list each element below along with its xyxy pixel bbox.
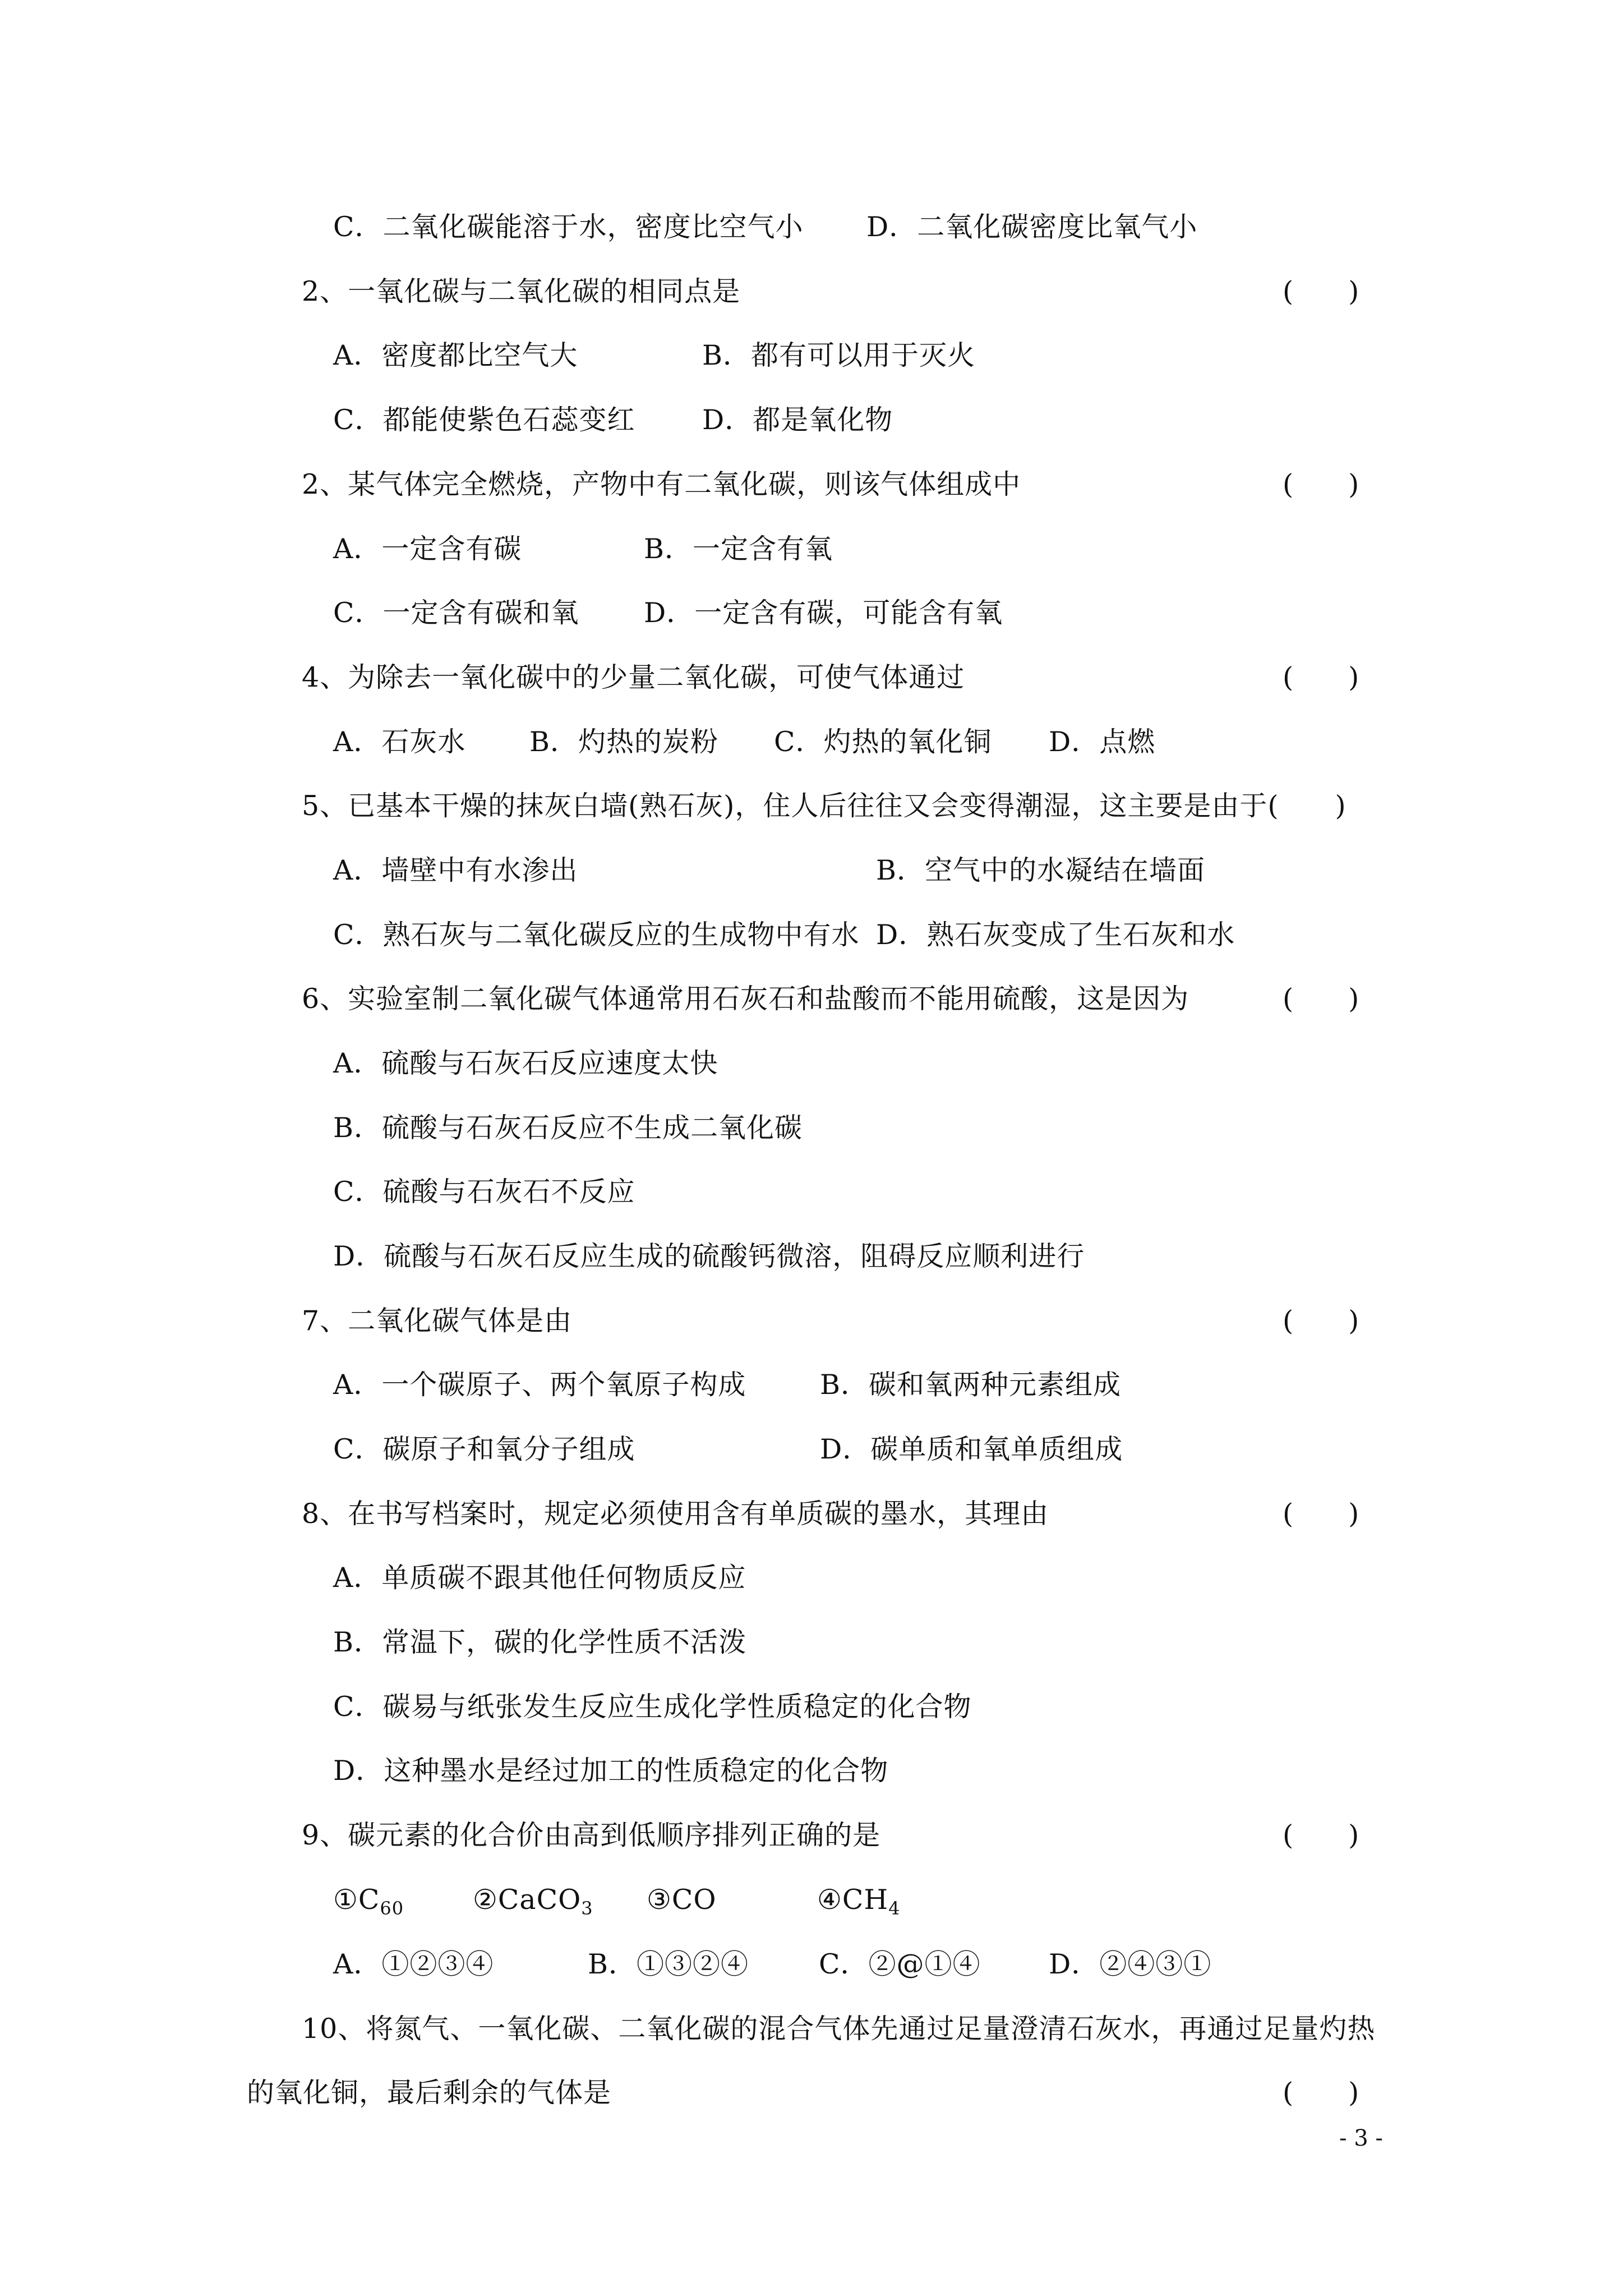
q8-option-b: B．常温下，碳的化学性质不活泼	[333, 1626, 747, 1658]
q9-option-d: D．②④③①	[1049, 1948, 1212, 1980]
q2b-option-c: C．一定含有碳和氧	[333, 597, 579, 629]
q6-option-c: C．硫酸与石灰石不反应	[333, 1176, 635, 1208]
q9-item-3: ③CO	[647, 1884, 717, 1916]
q2b-option-a: A．一定含有碳	[333, 533, 522, 565]
q4-option-c: C．灼热的氧化铜	[774, 726, 992, 758]
q4-option-b: B．灼热的炭粉	[529, 726, 719, 758]
q4-option-d: D．点燃	[1049, 726, 1156, 758]
question-9-stem: 9、碳元素的化合价由高到低顺序排列正确的是	[302, 1819, 881, 1851]
q9-option-c: C．②@①④	[819, 1948, 981, 1980]
question-10-stem-line-2: 的氧化铜，最后剩余的气体是	[247, 2077, 612, 2109]
q9-item-4-label: ④CH	[817, 1884, 889, 1916]
q9-item-2	[473, 1883, 593, 1925]
q2a-option-a: A．密度都比空气大	[333, 339, 578, 371]
question-8-answer-blank: ( )	[1283, 1498, 1359, 1530]
q9-item-1-label: ①C	[333, 1884, 380, 1916]
q4-option-a: A．石灰水	[333, 726, 466, 758]
q2b-option-d: D．一定含有碳，可能含有氧	[644, 597, 1003, 629]
question-9-answer-blank: ( )	[1283, 1819, 1359, 1851]
question-8-stem: 8、在书写档案时，规定必须使用含有单质碳的墨水，其理由	[302, 1498, 1049, 1530]
question-6-answer-blank: ( )	[1283, 983, 1359, 1015]
q1-option-d: D．二氧化碳密度比氧气小	[866, 211, 1198, 243]
q8-option-c: C．碳易与纸张发生反应生成化学性质稳定的化合物	[333, 1691, 972, 1723]
q9-item-1-subscript: 60	[380, 1898, 404, 1919]
q2a-option-d: D．都是氧化物	[702, 404, 893, 436]
q9-item-2-label: ②CaCO	[473, 1884, 582, 1916]
q5-option-c: C．熟石灰与二氧化碳反应的生成物中有水	[333, 919, 860, 951]
question-2a-stem: 2、一氧化碳与二氧化碳的相同点是	[302, 275, 741, 307]
q9-option-a: A．①②③④	[333, 1948, 494, 1980]
question-7-stem: 7、二氧化碳气体是由	[302, 1305, 573, 1337]
question-10-answer-blank: ( )	[1283, 2077, 1359, 2109]
q9-item-4-subscript: 4	[888, 1898, 901, 1919]
q7-option-a: A．一个碳原子、两个氧原子构成	[333, 1369, 746, 1401]
question-2a-answer-blank: ( )	[1283, 275, 1359, 307]
q2a-option-c: C．都能使紫色石蕊变红	[333, 404, 635, 436]
question-2b-answer-blank: ( )	[1283, 468, 1359, 500]
q5-option-d: D．熟石灰变成了生石灰和水	[876, 919, 1235, 951]
question-7-answer-blank: ( )	[1283, 1305, 1359, 1337]
q5-option-b: B．空气中的水凝结在墙面	[876, 854, 1206, 886]
q7-option-d: D．碳单质和氧单质组成	[820, 1433, 1123, 1465]
question-10-stem-line-1: 10、将氮气、一氧化碳、二氧化碳的混合气体先通过足量澄清石灰水，再通过足量灼热	[302, 2013, 1376, 2045]
q9-item-1	[333, 1883, 404, 1925]
q8-option-a: A．单质碳不跟其他任何物质反应	[333, 1562, 746, 1594]
q6-option-d: D．硫酸与石灰石反应生成的硫酸钙微溶，阻碍反应顺利进行	[333, 1240, 1085, 1272]
question-4-stem: 4、为除去一氧化碳中的少量二氧化碳，可使气体通过	[302, 661, 965, 693]
question-5-stem: 5、已基本干燥的抹灰白墙(熟石灰)，住人后往往又会变得潮湿，这主要是由于( )	[302, 790, 1347, 822]
page-number: - 3 -	[1339, 2125, 1383, 2151]
q2b-option-b: B．一定含有氧	[644, 533, 833, 565]
question-4-answer-blank: ( )	[1283, 661, 1359, 693]
q9-item-4	[817, 1883, 901, 1925]
q7-option-c: C．碳原子和氧分子组成	[333, 1433, 635, 1465]
q7-option-b: B．碳和氧两种元素组成	[820, 1369, 1122, 1401]
q9-option-b: B．①③②④	[588, 1948, 749, 1980]
q6-option-b: B．硫酸与石灰石反应不生成二氧化碳	[333, 1112, 803, 1144]
question-6-stem: 6、实验室制二氧化碳气体通常用石灰石和盐酸而不能用硫酸，这是因为	[302, 983, 1189, 1015]
q9-item-2-subscript: 3	[581, 1898, 593, 1919]
q1-option-c: C．二氧化碳能溶于水，密度比空气小	[333, 211, 804, 243]
q8-option-d: D．这种墨水是经过加工的性质稳定的化合物	[333, 1755, 889, 1787]
question-2b-stem: 2、某气体完全燃烧，产物中有二氧化碳，则该气体组成中	[302, 468, 1021, 500]
q2a-option-b: B．都有可以用于灭火	[702, 339, 976, 371]
q5-option-a: A．墙壁中有水渗出	[333, 854, 578, 886]
q6-option-a: A．硫酸与石灰石反应速度太快	[333, 1047, 718, 1079]
